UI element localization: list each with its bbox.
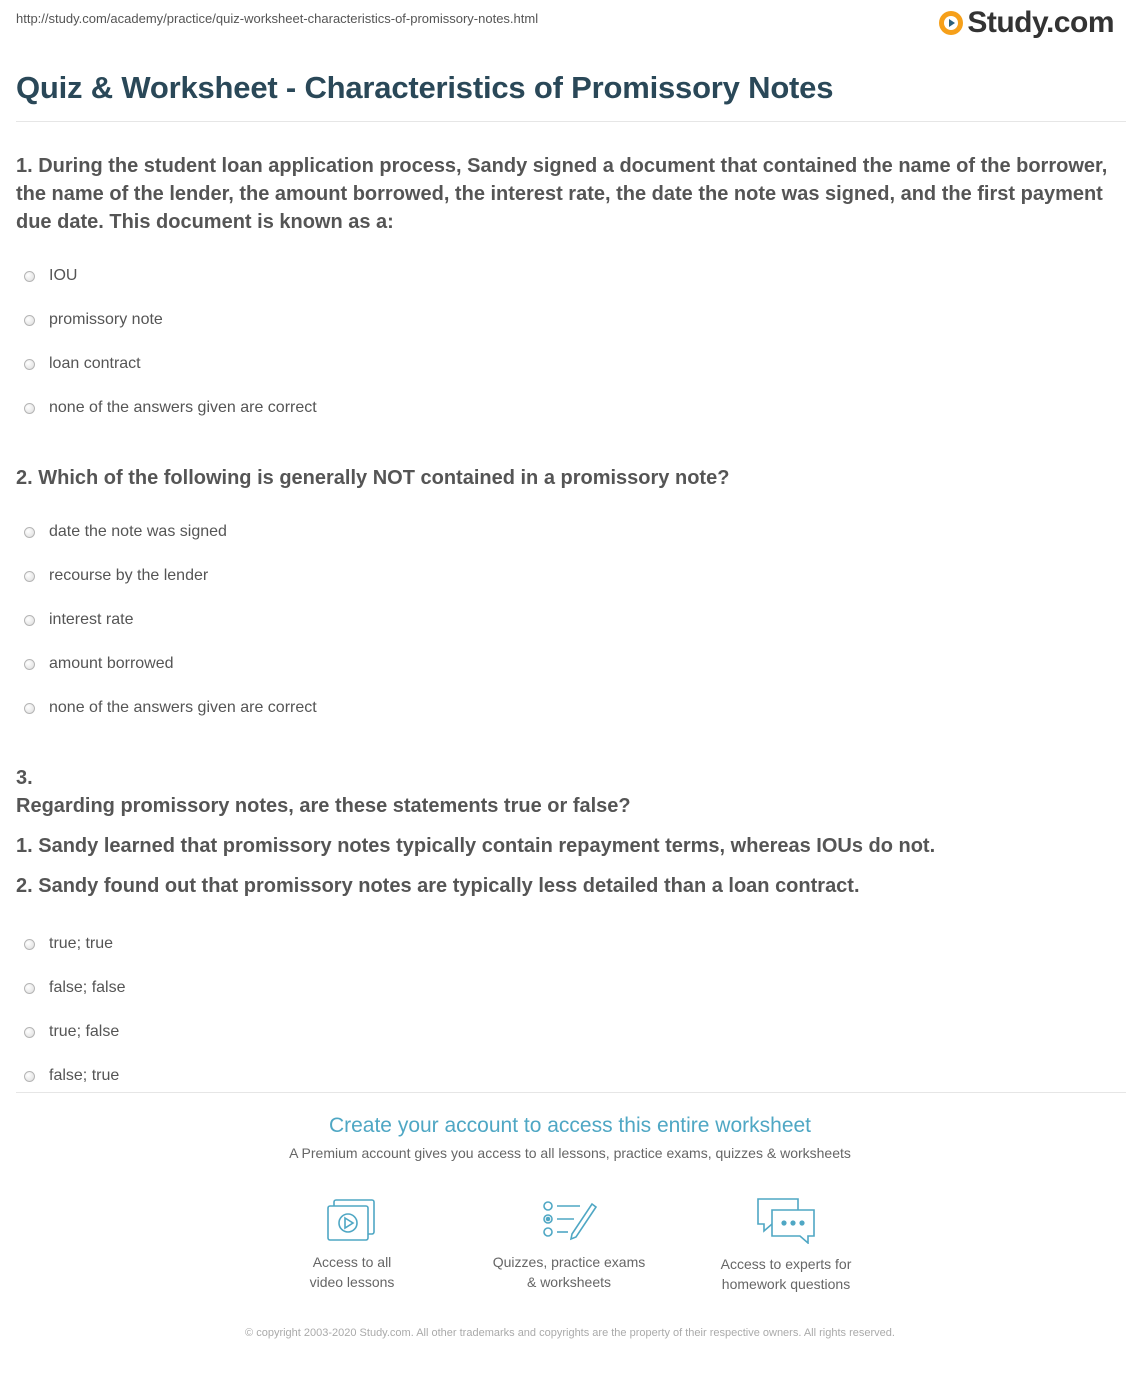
radio-button[interactable] <box>24 527 35 538</box>
answer-option[interactable] <box>16 598 1124 642</box>
radio-button[interactable] <box>24 571 35 582</box>
answer-option[interactable] <box>16 298 1124 342</box>
video-lessons-icon <box>326 1196 378 1242</box>
radio-button[interactable] <box>24 1027 35 1038</box>
study-logo[interactable] <box>938 6 1114 40</box>
question-number: 3. <box>16 767 33 789</box>
answer-label: false; true <box>49 1067 120 1084</box>
answer-option[interactable] <box>16 1010 1124 1054</box>
answer-option[interactable] <box>16 686 1124 730</box>
feature-line: & worksheets <box>526 1274 612 1290</box>
answer-option[interactable] <box>16 342 1124 386</box>
feature-line: Access to experts for <box>720 1256 852 1272</box>
question-text: 1. During the student loan application process, Sandy signed a document that contained the name of the borrower, the name of the lender, the amount borrowed, the interest rate, the date the note was signed, and the first payment due date. This document is known as a: <box>16 155 1108 233</box>
play-circle-icon <box>938 10 964 36</box>
radio-button[interactable] <box>24 359 35 370</box>
answer-label: loan contract <box>49 355 141 372</box>
cta-divider <box>16 1092 1126 1093</box>
create-account-link[interactable]: Create your account to access this entire worksheet <box>328 1114 812 1137</box>
answer-label: IOU <box>49 267 78 284</box>
answer-label: promissory note <box>49 311 163 328</box>
radio-button[interactable] <box>24 271 35 282</box>
radio-button[interactable] <box>24 315 35 326</box>
answer-option[interactable] <box>16 966 1124 1010</box>
answer-option[interactable] <box>16 510 1124 554</box>
answer-label: none of the answers given are correct <box>49 399 317 416</box>
answer-option[interactable] <box>16 254 1124 298</box>
radio-button[interactable] <box>24 983 35 994</box>
premium-subtitle: A Premium account gives you access to all lessons, practice exams, quizzes & worksheets <box>289 1145 851 1161</box>
question-intro: Regarding promissory notes, are these statements true or false? <box>16 795 631 817</box>
answer-option[interactable] <box>16 642 1124 686</box>
answer-label: false; false <box>49 979 126 996</box>
answer-option[interactable] <box>16 922 1124 966</box>
answer-label: date the note was signed <box>49 523 227 540</box>
question-statement: 1. Sandy learned that promissory notes typically contain repayment terms, whereas IOUs do not. <box>16 835 936 857</box>
answer-label: none of the answers given are correct <box>49 699 317 716</box>
answer-option[interactable] <box>16 386 1124 430</box>
answer-label: interest rate <box>49 611 134 628</box>
radio-button[interactable] <box>24 939 35 950</box>
feature-label <box>686 1254 886 1294</box>
question-3 <box>16 764 1124 1098</box>
logo-text: Study.com <box>967 6 1114 39</box>
question-2 <box>16 464 1124 730</box>
feature-label <box>252 1252 452 1292</box>
question-1 <box>16 152 1124 430</box>
page-url: http://study.com/academy/practice/quiz-worksheet-characteristics-of-promissory-notes.html <box>16 11 539 26</box>
chat-bubbles-icon <box>754 1196 818 1244</box>
radio-button[interactable] <box>24 403 35 414</box>
radio-button[interactable] <box>24 703 35 714</box>
radio-button[interactable] <box>24 615 35 626</box>
feature-quizzes <box>469 1196 669 1292</box>
feature-line: Access to all <box>312 1254 392 1270</box>
answer-label: recourse by the lender <box>49 567 209 584</box>
quiz-container <box>16 152 1124 1132</box>
answer-label: amount borrowed <box>49 655 174 672</box>
feature-line: video lessons <box>309 1274 395 1290</box>
copyright-text: © copyright 2003-2020 Study.com. All other trademarks and copyrights are the property of their respective owners. All rights reserved. <box>245 1327 895 1339</box>
answer-list <box>16 922 1124 1098</box>
answer-option[interactable] <box>16 554 1124 598</box>
answer-list <box>16 510 1124 730</box>
radio-button[interactable] <box>24 1071 35 1082</box>
feature-label <box>469 1252 669 1292</box>
title-divider <box>16 121 1126 122</box>
quiz-checklist-icon <box>540 1196 598 1242</box>
page-title: Quiz & Worksheet - Characteristics of Promissory Notes <box>16 70 834 105</box>
question-text: 2. Which of the following is generally NOT contained in a promissory note? <box>16 467 730 489</box>
feature-line: homework questions <box>721 1276 851 1292</box>
question-statement: 2. Sandy found out that promissory notes are typically less detailed than a loan contract. <box>16 875 860 897</box>
answer-label: true; true <box>49 935 114 952</box>
feature-video-lessons <box>252 1196 452 1292</box>
feature-experts <box>686 1196 886 1294</box>
answer-list <box>16 254 1124 430</box>
feature-line: Quizzes, practice exams <box>492 1254 646 1270</box>
answer-label: true; false <box>49 1023 120 1040</box>
radio-button[interactable] <box>24 659 35 670</box>
